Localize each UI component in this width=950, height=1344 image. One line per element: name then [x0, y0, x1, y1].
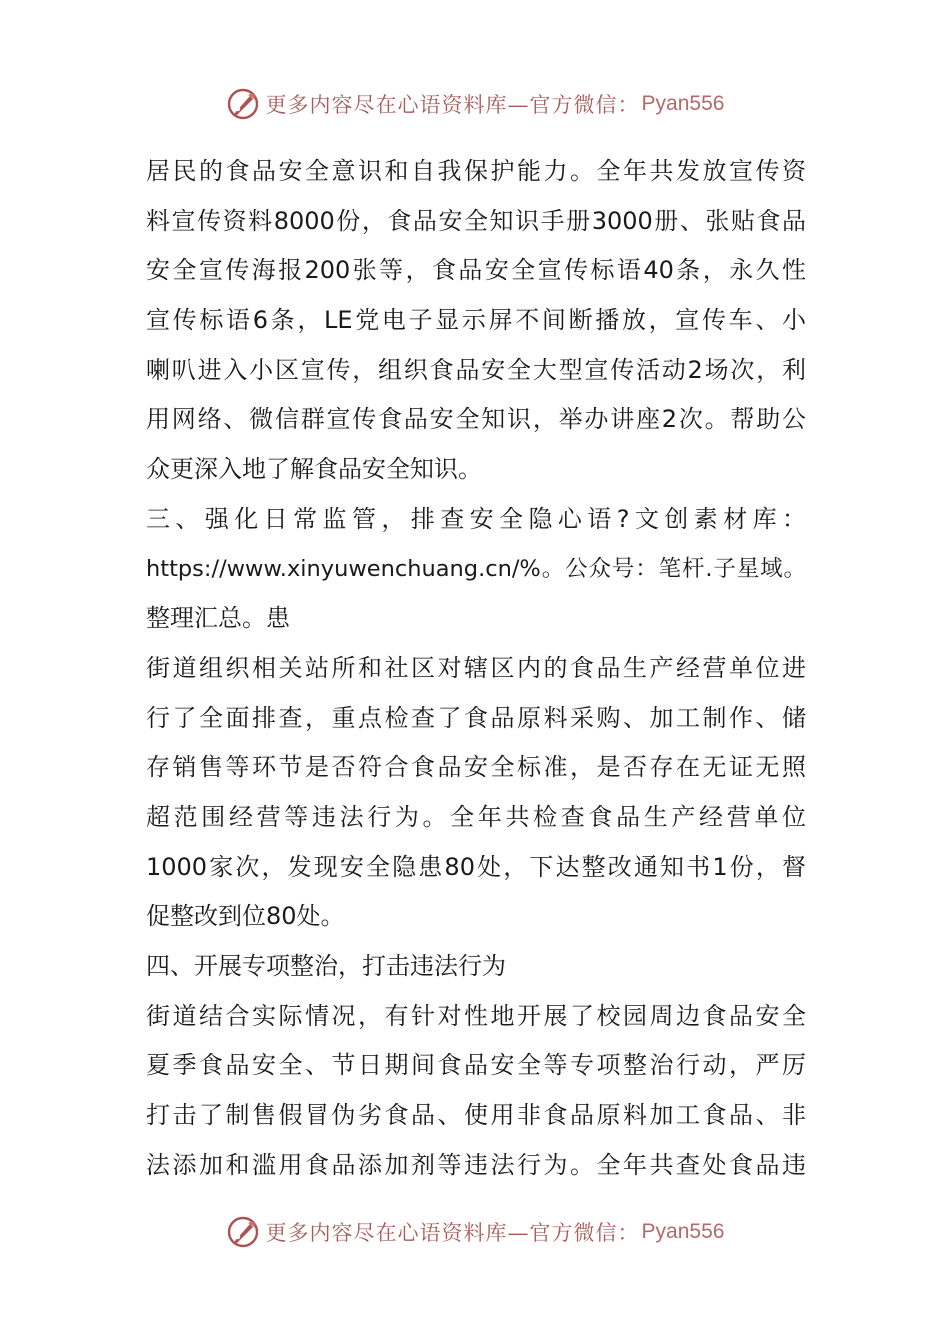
text-line: 1000家次，发现安全隐患80处，下达整改通知书1份，督 — [146, 852, 806, 881]
text-line: 安全宣传海报200张等，食品安全宣传标语40条，永久性 — [146, 256, 806, 285]
text-line: https://www.xinyuwenchuang.cn/%。公众号：笔杆.子星域。 — [146, 555, 806, 582]
banner-account: Pyan556 — [641, 1220, 725, 1243]
text-line: 街道结合实际情况，有针对性地开展了校园周边食品安全 — [146, 1001, 806, 1030]
text-line: 三、强化日常监管，排查安全隐心语?文创素材库： — [146, 504, 806, 533]
text-line: 法添加和滥用食品添加剂等违法行为。全年共查处食品违 — [146, 1150, 806, 1179]
text-line: 料宣传资料8000份，食品安全知识手册3000册、张贴食品 — [146, 206, 806, 235]
body-text — [146, 147, 806, 1190]
text-line: 众更深入地了解食品安全知识。 — [146, 455, 482, 484]
footer-watermark-banner — [0, 1212, 950, 1252]
text-line: 夏季食品安全、节日期间食品安全等专项整治行动，严厉 — [146, 1051, 806, 1080]
text-line: 街道组织相关站所和社区对辖区内的食品生产经营单位进 — [146, 653, 806, 682]
quill-seal-logo-icon — [226, 87, 260, 121]
text-line: 超范围经营等违法行为。全年共检查食品生产经营单位 — [146, 802, 806, 831]
text-line: 整理汇总。患 — [146, 604, 290, 633]
text-line: 四、开展专项整治，打击违法行为 — [146, 952, 506, 980]
text-line: 居民的食品安全意识和自我保护能力。全年共发放宣传资 — [146, 157, 806, 185]
text-line: 促整改到位80处。 — [146, 902, 345, 931]
text-line: 存销售等环节是否符合食品安全标准，是否存在无证无照 — [146, 753, 806, 782]
text-line: 喇叭进入小区宣传，组织食品安全大型宣传活动2场次，利 — [146, 355, 806, 384]
header-watermark-banner — [0, 84, 950, 124]
text-line: 行了全面排查，重点检查了食品原料采购、加工制作、储 — [146, 703, 806, 732]
text-line: 宣传标语6条，LE党电子显示屏不间断播放，宣传车、小 — [146, 306, 806, 335]
banner-account: Pyan556 — [641, 92, 725, 115]
banner-text: 更多内容尽在心语资料库—官方微信： — [265, 1221, 640, 1245]
text-line: 打击了制售假冒伪劣食品、使用非食品原料加工食品、非 — [146, 1101, 806, 1130]
banner-text: 更多内容尽在心语资料库—官方微信： — [265, 93, 640, 117]
text-line: 用网络、微信群宣传食品安全知识，举办讲座2次。帮助公 — [146, 405, 806, 434]
quill-seal-logo-icon — [226, 1215, 260, 1249]
